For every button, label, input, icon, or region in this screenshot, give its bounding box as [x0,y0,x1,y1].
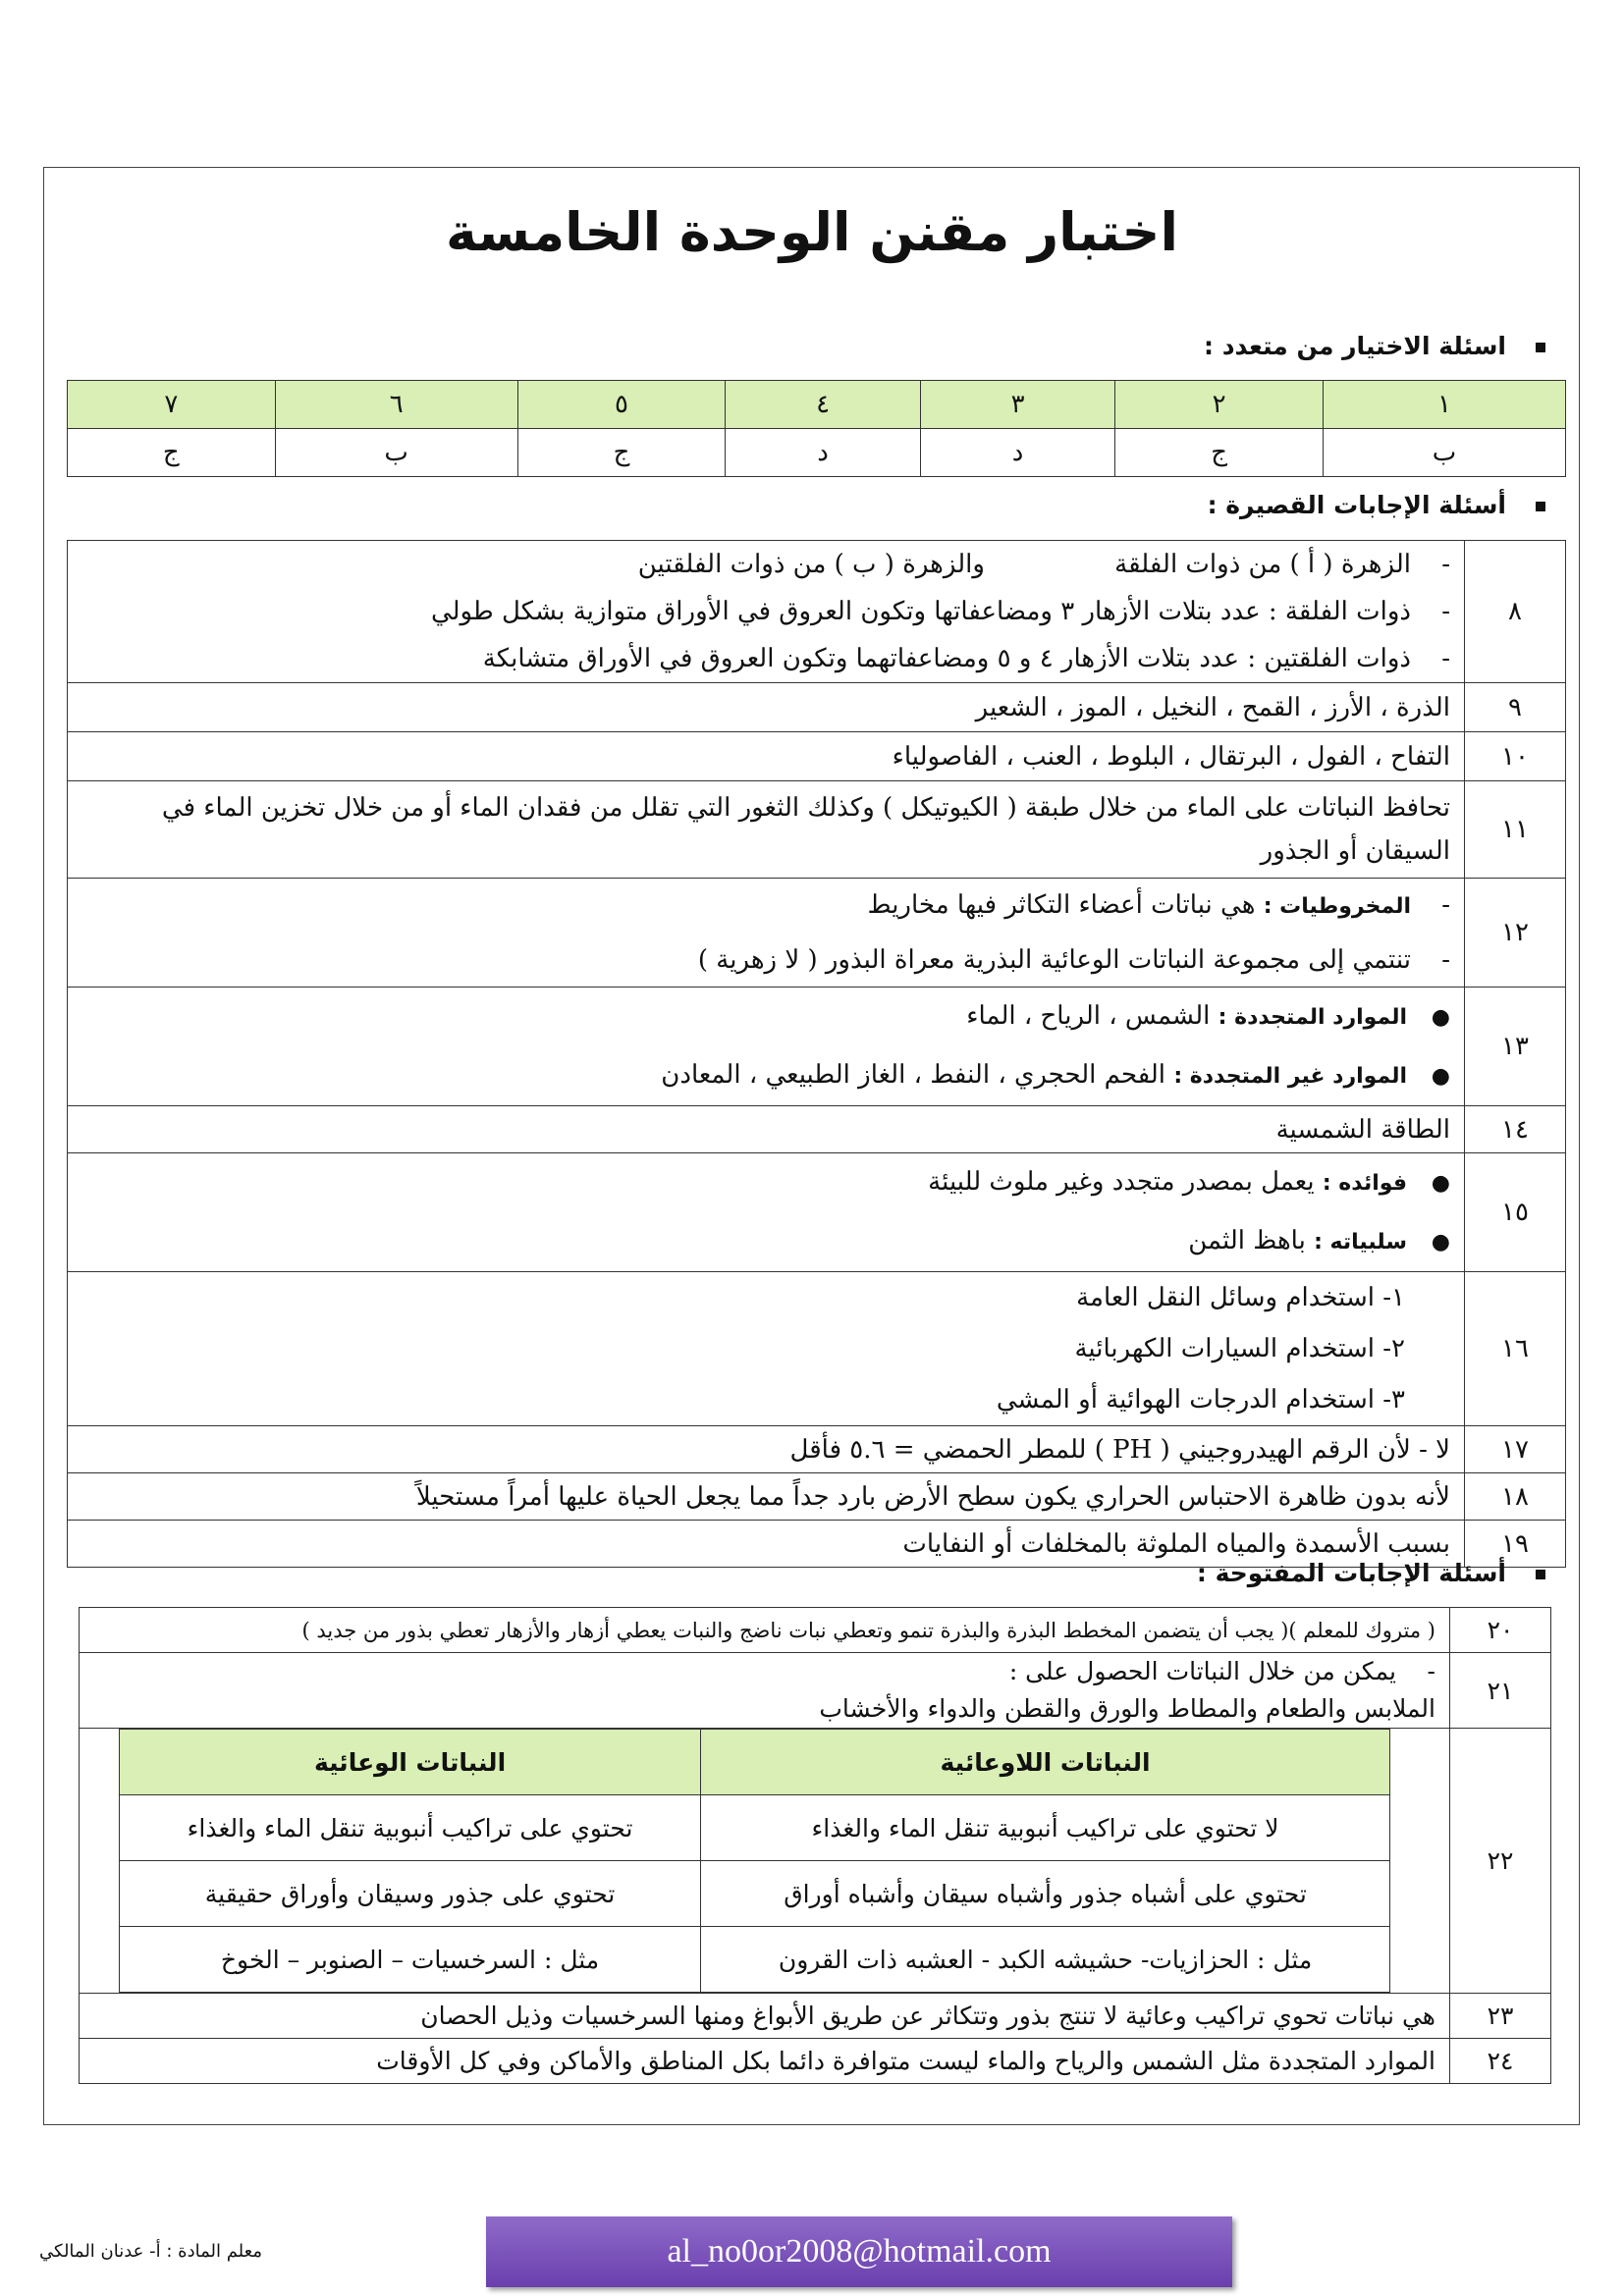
question-number: ١٢ [1465,879,1566,988]
question-number: ١٦ [1465,1272,1566,1426]
answer-row-14 [68,1106,1566,1153]
question-number: ٨ [1465,541,1566,683]
mc-answer: د [726,429,921,477]
answer-text: الطاقة الشمسية [68,1106,1465,1153]
answer-row-10 [68,732,1566,781]
bullet-icon [1536,1570,1545,1579]
question-number: ٢٢ [1450,1729,1551,1994]
section-open-heading: أسئلة الإجابات المفتوحة : [1197,1559,1545,1587]
mc-answer: ج [1115,429,1324,477]
answer-row-20 [80,1608,1551,1653]
answer-row-17 [68,1426,1566,1473]
question-number: ١٤ [1465,1106,1566,1153]
bullet-icon: ● [1431,1005,1450,1030]
answer-row-12: ١٢ -المخروطيات : هي نباتات أعضاء التكاثر فيها مخاريط -تنتمي إلى مجموعة النباتات الوعائية البذرية معراة البذور ( لا زهرية ) [68,879,1566,988]
answer-text: التفاح ، الفول ، البرتقال ، البلوط ، العنب ، الفاصولياء [68,732,1465,781]
page-title: اختبار مقنن الوحدة الخامسة [446,201,1178,263]
mc-answer-table [67,380,1566,477]
answer-text: الموارد المتجددة مثل الشمس والرياح والماء ليست متوافرة دائما بكل المناطق والأماكن وفي كل الأوقات [80,2039,1450,2084]
question-number: ١٧ [1465,1426,1566,1473]
section-short-heading: أسئلة الإجابات القصيرة : [1208,491,1545,519]
question-number: ١٥ [1465,1153,1566,1272]
question-number: ١٣ [1465,988,1566,1106]
mc-number: ٧ [68,381,276,429]
answer-row-11 [68,781,1566,879]
mc-answer-row [68,429,1566,477]
question-number: ١٩ [1465,1521,1566,1568]
answer-text: لا - لأن الرقم الهيدروجيني ( PH ) للمطر الحمضي = ٥.٦ فأقل [68,1426,1465,1473]
mc-number: ١ [1323,381,1565,429]
question-number: ١١ [1465,781,1566,879]
question-number: ٩ [1465,683,1566,732]
comparison-row: تحتوي على أشباه جذور وأشباه سيقان وأشباه أوراق تحتوي على جذور وسيقان وأوراق حقيقية [120,1861,1390,1927]
answer-row-15: ١٥ ●فوائده : يعمل بمصدر متجدد وغير ملوث للبيئة ●سلبياته : باهظ الثمن [68,1153,1566,1272]
mc-number: ٣ [920,381,1115,429]
bullet-icon: ● [1431,1171,1450,1196]
comparison-row: مثل : الحزازيات- حشيشه الكبد - العشبه ذات القرون مثل : السرخسيات – الصنوبر – الخوخ [120,1927,1390,1993]
mc-answer: ب [1323,429,1565,477]
contact-email: al_no0or2008@hotmail.com [486,2216,1232,2287]
bullet-icon [1536,502,1545,511]
bullet-icon: ● [1431,1064,1450,1089]
mc-number: ٦ [275,381,517,429]
question-number: ١٠ [1465,732,1566,781]
answer-row-24 [80,2039,1551,2084]
answer-row-23 [80,1994,1551,2039]
comparison-table [119,1729,1390,1993]
comparison-row: لا تحتوي على تراكيب أنبوبية تنقل الماء والغذاء تحتوي على تراكيب أنبوبية تنقل الماء والغذاء [120,1795,1390,1861]
open-answer-table [79,1607,1551,2084]
column-header: النباتات الوعائية [120,1730,701,1795]
answer-row-22 [80,1729,1551,1994]
answer-text: لأنه بدون ظاهرة الاحتباس الحراري يكون سطح الأرض بارد جداً مما يجعل الحياة عليها أمراً مستحيلاً [68,1473,1465,1521]
answer-row-21: ٢١ -يمكن من خلال النباتات الحصول على : الملابس والطعام والمطاط والورق والقطن والدواء والأخشاب [80,1653,1551,1729]
mc-answer: ب [275,429,517,477]
mc-number-row [68,381,1566,429]
column-header: النباتات اللاوعائية [701,1730,1390,1795]
answer-text: ( متروك للمعلم )( يجب أن يتضمن المخطط البذرة والبذرة تنمو وتعطي نبات ناضج والنبات يعطي أزهار والأزهار تعطي بذور من جديد ) [80,1608,1450,1653]
bullet-icon [1536,343,1545,352]
answer-row-9 [68,683,1566,732]
mc-answer: ج [68,429,276,477]
answer-row-16: ١٦ ١- استخدام وسائل النقل العامة ٢- استخدام السيارات الكهربائية ٣- استخدام الدرجات الهوائية أو المشي [68,1272,1566,1426]
answer-text: بسبب الأسمدة والمياه الملوثة بالمخلفات أو النفايات [68,1521,1465,1568]
answer-text: هي نباتات تحوي تراكيب وعائية لا تنتج بذور وتتكاثر عن طريق الأبواغ ومنها السرخسيات وذيل الحصان [80,1994,1450,2039]
mc-answer: ج [517,429,726,477]
question-number: ٢١ [1450,1653,1551,1729]
answer-row-18 [68,1473,1566,1521]
mc-answer: د [920,429,1115,477]
question-number: ٢٤ [1450,2039,1551,2084]
mc-number: ٥ [517,381,726,429]
answer-row-13: ١٣ ●الموارد المتجددة : الشمس ، الرياح ، الماء ●الموارد غير المتجددة : الفحم الحجري ، النفط ، الغاز الطبيعي ، المعادن [68,988,1566,1106]
section-mc-heading: اسئلة الاختيار من متعدد : [1204,332,1545,360]
mc-number: ٢ [1115,381,1324,429]
question-number: ٢٠ [1450,1608,1551,1653]
teacher-credit: معلم المادة : أ- عدنان المالكي [39,2241,262,2262]
short-answer-table [67,540,1566,1568]
question-number: ٢٣ [1450,1994,1551,2039]
answer-row-8: ٨ -الزهرة ( أ ) من ذوات الفلقة والزهرة ( ب ) من ذوات الفلقتين -ذوات الفلقة : عدد بتلات الأزهار ٣ ومضاعفاتها وتكون العروق في الأوراق متوازية بشكل طولي -ذوات الفلقتين : عدد بتلات الأزهار ٤ و ٥ ومضاعفاتهما وتكون العروق في الأوراق متشابكة [68,541,1566,683]
question-number: ١٨ [1465,1473,1566,1521]
answer-text: تحافظ النباتات على الماء من خلال طبقة ( الكيوتيكل ) وكذلك الثغور التي تقلل من فقدان الماء أو من خلال تخزين الماء في السيقان أو الجذور [68,781,1465,879]
mc-number: ٤ [726,381,921,429]
bullet-icon: ● [1431,1230,1450,1255]
answer-text: الذرة ، الأرز ، القمح ، النخيل ، الموز ، الشعير [68,683,1465,732]
